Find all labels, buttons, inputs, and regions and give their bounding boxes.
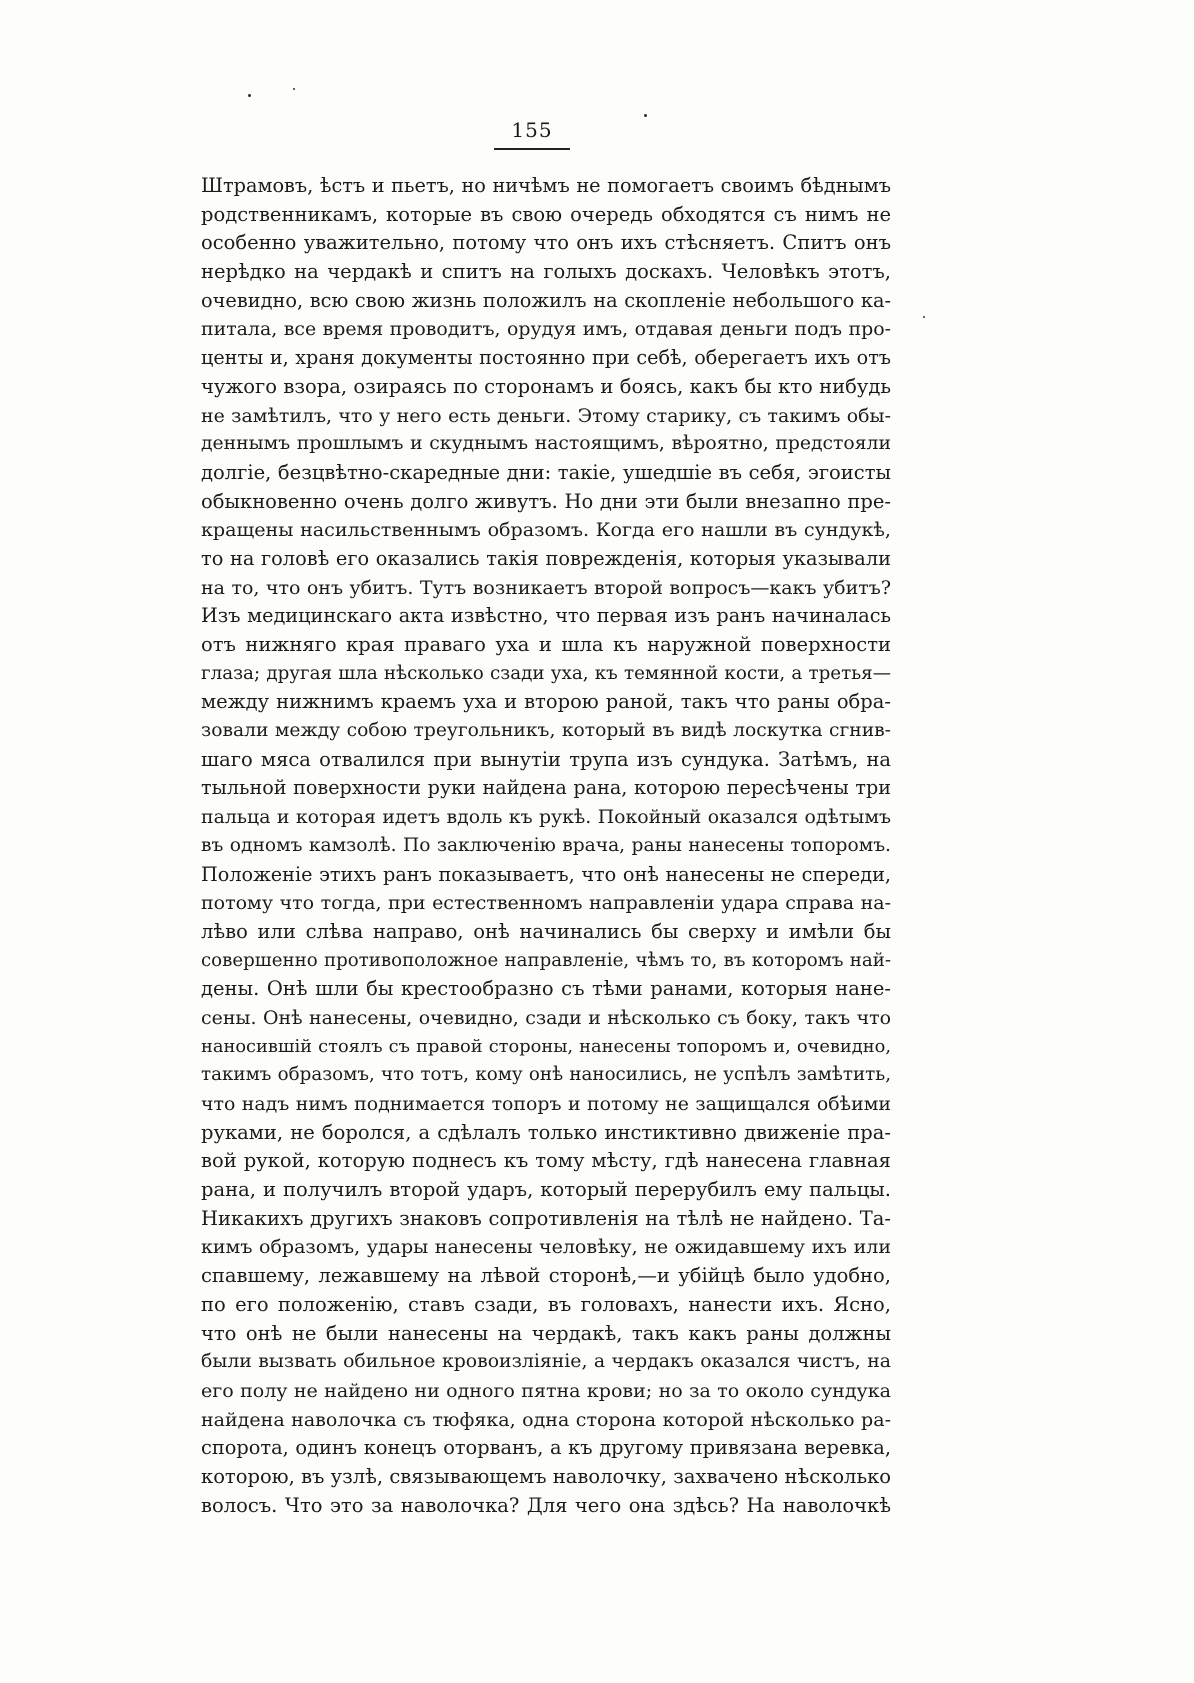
text-line: долгіе, безцвѣтно-скаредные дни: такіе, ушедшіе въ себя, эгоисты xyxy=(201,460,891,484)
text-line: были вызвать обильное кровоизліяніе, а чердакъ оказался чистъ, на xyxy=(201,1351,891,1373)
text-line: между нижнимъ краемъ уха и второю раной, такъ что раны обра- xyxy=(201,690,891,714)
text-line: Штрамовъ, ѣстъ и пьетъ, но ничѣмъ не помогаетъ своимъ бѣднымъ xyxy=(201,174,891,197)
text-line: обыкновенно очень долго живутъ. Но дни эти были внезапно пре- xyxy=(201,489,891,513)
text-line: волосъ. Что это за наволочка? Для чего она здѣсь? На наволочкѣ xyxy=(201,1493,891,1517)
text-line: потому что тогда, при естественномъ направленіи удара справа на- xyxy=(201,892,891,915)
text-line: совершенно противоположное направленіе, чѣмъ то, въ которомъ най- xyxy=(201,949,891,971)
text-line: Изъ медицинскаго акта извѣстно, что первая изъ ранъ начиналась xyxy=(201,604,891,628)
print-speck xyxy=(923,316,925,318)
text-line: чужого взора, озираясь по сторонамъ и боясь, какъ бы кто нибудь xyxy=(201,374,891,398)
print-speck xyxy=(248,94,251,97)
print-speck xyxy=(644,114,647,117)
text-line: особенно уважительно, потому что онъ ихъ стѣсняетъ. Спитъ онъ xyxy=(201,231,891,255)
text-line: въ одномъ камзолѣ. По заключенію врача, раны нанесены топоромъ. xyxy=(201,834,891,856)
text-line: вой рукой, которую поднесъ къ тому мѣсту, гдѣ нанесена главная xyxy=(201,1149,891,1173)
page-number: 155 xyxy=(511,118,553,142)
text-line: руками, не боролся, а сдѣлалъ только инстиктивно движеніе пра- xyxy=(201,1120,891,1144)
text-line: кращены насильственнымъ образомъ. Когда его нашли въ сундукѣ, xyxy=(201,518,891,542)
text-line: зовали между собою треугольникъ, который въ видѣ лоскутка сгнив- xyxy=(201,720,891,742)
text-line: то на головѣ его оказались такія поврежденія, которыя указывали xyxy=(201,546,891,570)
print-speck xyxy=(293,88,295,90)
text-line: что онѣ не были нанесены на чердакѣ, такъ какъ раны должны xyxy=(201,1321,891,1345)
text-line: что надъ нимъ поднимается топоръ и потому не защищался обѣими xyxy=(201,1093,891,1115)
text-line: спорота, одинъ конецъ оторванъ, а къ другому привязана веревка, xyxy=(201,1436,891,1460)
text-line: на то, что онъ убитъ. Тутъ возникаетъ второй вопросъ—какъ убитъ? xyxy=(201,576,891,599)
text-line: родственникамъ, которые въ свою очередь обходятся съ нимъ не xyxy=(201,202,891,226)
text-line: его полу не найдено ни одного пятна крови; но за то около сундука xyxy=(201,1379,891,1402)
text-line: тыльной поверхности руки найдена рана, которою пересѣчены три xyxy=(201,776,891,800)
text-line: Положеніе этихъ ранъ показываетъ, что онѣ нанесены не спереди, xyxy=(201,862,891,886)
text-line: найдена наволочка съ тюфяка, одна сторона которой нѣсколько ра- xyxy=(201,1408,891,1431)
text-line: отъ нижняго края праваго уха и шла къ наружной поверхности xyxy=(201,633,891,656)
text-line: лѣво или слѣва направо, онѣ начинались бы сверху и имѣли бы xyxy=(201,919,891,943)
text-line: Никакихъ другихъ знаковъ сопротивленія на тѣлѣ не найдено. Та- xyxy=(201,1206,891,1230)
text-line: не замѣтилъ, что у него есть деньги. Этому старику, съ такимъ обы- xyxy=(201,404,891,427)
text-line: такимъ образомъ, что тотъ, кому онѣ наносились, не успѣлъ замѣтить, xyxy=(201,1064,891,1086)
text-line: нерѣдко на чердакѣ и спитъ на голыхъ доскахъ. Человѣкъ этотъ, xyxy=(201,260,891,284)
text-line: которою, въ узлѣ, связывающемъ наволочку, захвачено нѣсколько xyxy=(201,1464,891,1488)
text-line: сены. Онѣ нанесены, очевидно, сзади и нѣсколько съ боку, такъ что xyxy=(201,1006,891,1029)
text-line: центы и, храня документы постоянно при себѣ, оберегаетъ ихъ отъ xyxy=(201,346,891,370)
text-line: глаза; другая шла нѣсколько сзади уха, къ темянной кости, а третья— xyxy=(201,662,891,684)
text-line: спавшему, лежавшему на лѣвой сторонѣ,—и убійцѣ было удобно, xyxy=(201,1264,891,1288)
text-line: очевидно, всю свою жизнь положилъ на скопленіе небольшого ка- xyxy=(201,288,891,312)
text-line: шаго мяса отвалился при вынутіи трупа изъ сундука. Затѣмъ, на xyxy=(201,747,891,771)
text-line: наносившій стоялъ съ правой стороны, нанесены топоромъ и, очевидно, xyxy=(201,1035,891,1057)
text-line: кимъ образомъ, удары нанесены человѣку, не ожидавшему ихъ или xyxy=(201,1236,891,1259)
body-text xyxy=(201,172,891,1520)
text-line: питала, все время проводитъ, орудуя имъ, отдавая деньги подъ про- xyxy=(201,318,891,341)
page-number-rule xyxy=(494,148,570,150)
text-line: рана, и получилъ второй ударъ, который перерубилъ ему пальцы. xyxy=(201,1178,891,1202)
text-line: дены. Онѣ шли бы крестообразно съ тѣми ранами, которыя нане- xyxy=(201,977,891,1001)
text-line: по его положенію, ставъ сзади, въ головахъ, нанести ихъ. Ясно, xyxy=(201,1292,891,1316)
text-line: пальца и которая идетъ вдоль къ рукѣ. Покойный оказался одѣтымъ xyxy=(201,806,891,829)
text-line: деннымъ прошлымъ и скуднымъ настоящимъ, вѣроятно, предстояли xyxy=(201,433,891,455)
